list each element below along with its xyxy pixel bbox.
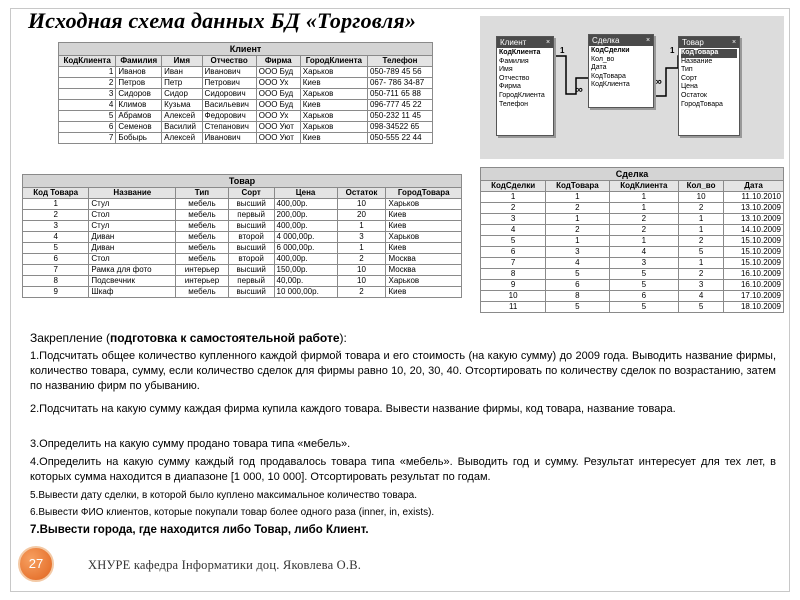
table-cell: 3	[609, 258, 679, 269]
table-cell: 5	[679, 302, 724, 313]
table-cell: 6	[546, 280, 609, 291]
table-cell: Киев	[386, 287, 462, 298]
table-row	[23, 199, 462, 210]
table-cell: 4	[679, 291, 724, 302]
table-cell: 1	[546, 192, 609, 203]
table-cell: 7	[481, 258, 546, 269]
sdelka-header-row	[481, 181, 784, 192]
rel-one-label-2: 1	[670, 46, 675, 55]
column-header: Код Товара	[23, 188, 89, 199]
table-cell: Москва	[386, 254, 462, 265]
table-cell: 050-789 45 56	[367, 67, 432, 78]
table-cell: Петров	[116, 78, 162, 89]
column-header: Отчество	[202, 56, 256, 67]
table-cell: 20	[337, 210, 386, 221]
table-cell: 6 000,00р.	[274, 243, 337, 254]
table-cell: ООО Уют	[256, 122, 300, 133]
table-row	[481, 247, 784, 258]
table-cell: Харьков	[386, 276, 462, 287]
table-cell: 4	[481, 225, 546, 236]
table-cell: Киев	[386, 210, 462, 221]
table-cell: 6	[481, 247, 546, 258]
table-cell: интерьер	[176, 265, 229, 276]
table-cell: Иван	[162, 67, 202, 78]
table-cell: Петрович	[202, 78, 256, 89]
table-cell: 10	[679, 192, 724, 203]
table-cell: Москва	[386, 265, 462, 276]
table-cell: мебель	[176, 243, 229, 254]
table-cell: Василий	[162, 122, 202, 133]
table-cell: 3	[59, 89, 116, 100]
tovar-header-row	[23, 188, 462, 199]
table-cell: 5	[546, 302, 609, 313]
table-cell: 067- 786 34-87	[367, 78, 432, 89]
client-table	[58, 42, 433, 144]
table-cell: 1	[679, 258, 724, 269]
close-icon[interactable]: ×	[645, 37, 651, 44]
client-table-body	[59, 67, 433, 144]
table-cell: 150,00р.	[274, 265, 337, 276]
entity-sdelka-fields	[589, 46, 653, 91]
table-row	[59, 111, 433, 122]
tasks-intro	[30, 331, 776, 346]
entity-field: КодКлиента	[591, 81, 630, 89]
table-row	[23, 265, 462, 276]
table-cell: ООО Буд	[256, 89, 300, 100]
table-row	[23, 210, 462, 221]
table-cell: 10	[337, 199, 386, 210]
table-cell: высший	[228, 287, 274, 298]
table-cell: 8	[23, 276, 89, 287]
table-cell: Харьков	[300, 122, 367, 133]
table-cell: 2	[679, 269, 724, 280]
entity-field: Отчество	[499, 74, 530, 82]
sdelka-table	[480, 167, 784, 313]
table-cell: Степанович	[202, 122, 256, 133]
table-cell: высший	[228, 199, 274, 210]
close-icon[interactable]: ×	[731, 39, 737, 46]
entity-sdelka-title: Сделка	[592, 36, 620, 45]
table-cell: Семенов	[116, 122, 162, 133]
table-cell: 4	[23, 232, 89, 243]
table-cell: Киев	[300, 100, 367, 111]
entity-field: Название	[681, 57, 713, 65]
column-header: Фирма	[256, 56, 300, 67]
footer-text: ХНУРЕ кафедра Інформатики доц. Яковлева О.В.	[88, 558, 362, 572]
intro-bold: подготовка к самостоятельной работе	[110, 331, 340, 345]
rel-one-label: 1	[560, 46, 565, 55]
table-cell: 3	[481, 214, 546, 225]
client-header-row	[59, 56, 433, 67]
table-cell: 5	[481, 236, 546, 247]
table-cell: второй	[228, 232, 274, 243]
tovar-table-caption: Товар	[22, 174, 462, 187]
table-cell: Иванов	[116, 67, 162, 78]
table-cell: 16.10.2009	[724, 280, 784, 291]
table-row	[59, 67, 433, 78]
table-cell: 3	[679, 280, 724, 291]
table-cell: 10 000,00р.	[274, 287, 337, 298]
entity-field: ГородТовара	[681, 100, 723, 108]
table-cell: 1	[23, 199, 89, 210]
table-cell: 4 000,00р.	[274, 232, 337, 243]
entity-field-key: КодТовара	[681, 49, 737, 58]
entity-field: Сорт	[681, 74, 697, 82]
table-row	[23, 254, 462, 265]
table-cell: Стул	[89, 199, 176, 210]
table-cell: 2	[609, 214, 679, 225]
table-cell: 15.10.2009	[724, 258, 784, 269]
table-cell: 5	[609, 269, 679, 280]
client-table-caption: Клиент	[58, 42, 433, 55]
table-cell: Федорович	[202, 111, 256, 122]
table-cell: Абрамов	[116, 111, 162, 122]
table-cell: Харьков	[386, 199, 462, 210]
table-cell: Сидорович	[202, 89, 256, 100]
sdelka-table-body	[481, 192, 784, 313]
table-cell: 4	[546, 258, 609, 269]
table-cell: 2	[337, 287, 386, 298]
table-cell: 1	[59, 67, 116, 78]
table-row	[481, 302, 784, 313]
column-header: Телефон	[367, 56, 432, 67]
table-cell: 1	[546, 236, 609, 247]
table-cell: Кузьма	[162, 100, 202, 111]
table-cell: 10	[337, 265, 386, 276]
entity-field: Остаток	[681, 91, 707, 99]
table-cell: 400,00р.	[274, 254, 337, 265]
table-cell: Стол	[89, 254, 176, 265]
table-cell: Сидоров	[116, 89, 162, 100]
table-cell: 1	[481, 192, 546, 203]
table-cell: 9	[481, 280, 546, 291]
table-row	[481, 214, 784, 225]
table-cell: Подсвечник	[89, 276, 176, 287]
table-cell: Харьков	[386, 232, 462, 243]
table-cell: второй	[228, 254, 274, 265]
entity-tovar-title: Товар	[682, 38, 704, 47]
tovar-table	[22, 174, 462, 298]
table-cell: 5	[59, 111, 116, 122]
column-header: КодТовара	[546, 181, 609, 192]
table-cell: Алексей	[162, 111, 202, 122]
entity-client-title: Клиент	[500, 38, 527, 47]
table-cell: 16.10.2009	[724, 269, 784, 280]
table-cell: Стол	[89, 210, 176, 221]
table-row	[23, 232, 462, 243]
rel-many-label: ∞	[575, 84, 583, 96]
table-cell: 15.10.2009	[724, 247, 784, 258]
task-5: 5.Вывести дату сделки, в которой было куплено максимальное количество товара.	[30, 490, 418, 501]
table-cell: 096-777 45 22	[367, 100, 432, 111]
table-cell: 17.10.2009	[724, 291, 784, 302]
table-cell: 2	[679, 236, 724, 247]
table-cell: 1	[609, 236, 679, 247]
table-cell: 10	[481, 291, 546, 302]
table-cell: 5	[546, 269, 609, 280]
table-cell: 1	[337, 221, 386, 232]
table-cell: ООО Ух	[256, 111, 300, 122]
table-cell: 8	[546, 291, 609, 302]
table-row	[59, 133, 433, 144]
table-row	[481, 203, 784, 214]
table-cell: 400,00р.	[274, 221, 337, 232]
table-cell: мебель	[176, 232, 229, 243]
table-cell: 4	[609, 247, 679, 258]
table-cell: 050-555 22 44	[367, 133, 432, 144]
table-cell: первый	[228, 276, 274, 287]
table-cell: Рамка для фото	[89, 265, 176, 276]
table-cell: 18.10.2009	[724, 302, 784, 313]
column-header: Название	[89, 188, 176, 199]
table-cell: Киев	[300, 133, 367, 144]
table-cell: Диван	[89, 232, 176, 243]
table-cell: мебель	[176, 199, 229, 210]
table-cell: 6	[23, 254, 89, 265]
table-cell: 1	[609, 192, 679, 203]
table-cell: 10	[337, 276, 386, 287]
table-cell: мебель	[176, 210, 229, 221]
table-cell: 2	[59, 78, 116, 89]
entity-sdelka[interactable]	[588, 34, 654, 108]
rel-many-label-2: ∞	[654, 76, 662, 88]
intro-prefix: Закрепление (	[30, 331, 111, 345]
table-cell: Диван	[89, 243, 176, 254]
entity-tovar-fields	[679, 48, 739, 110]
table-cell: ООО Ух	[256, 78, 300, 89]
task-2: 2.Подсчитать на какую сумму каждая фирма купила каждого товара. Вывести название фирмы, код товара, название товара.	[30, 403, 676, 415]
task-7: 7.Вывести города, где находится либо Товар, либо Клиент.	[30, 524, 369, 536]
table-cell: мебель	[176, 254, 229, 265]
entity-field: Имя	[499, 66, 513, 74]
table-cell: 1	[546, 214, 609, 225]
task-6: 6.Вывести ФИО клиентов, которые покупали товар более одного раза (inner, in, exists).	[30, 507, 435, 518]
table-cell: 5	[609, 302, 679, 313]
table-cell: Сидор	[162, 89, 202, 100]
table-cell: 3	[23, 221, 89, 232]
entity-field-key: КодКлиента	[499, 49, 541, 56]
table-cell: Киев	[386, 221, 462, 232]
entity-tovar[interactable]	[678, 36, 740, 136]
table-row	[59, 78, 433, 89]
table-cell: Стул	[89, 221, 176, 232]
tovar-table-body	[23, 199, 462, 298]
table-row	[59, 122, 433, 133]
table-row	[481, 236, 784, 247]
table-row	[481, 192, 784, 203]
table-cell: 2	[546, 203, 609, 214]
table-row	[23, 221, 462, 232]
column-header: КодКлиента	[59, 56, 116, 67]
table-row	[481, 280, 784, 291]
table-cell: Алексей	[162, 133, 202, 144]
table-row	[481, 258, 784, 269]
table-cell: 2	[546, 225, 609, 236]
table-cell: 1	[679, 214, 724, 225]
table-cell: Климов	[116, 100, 162, 111]
task-3: 3.Определить на какую сумму продано товара типа «мебель».	[30, 438, 351, 450]
task-4: 4.Определить на какую сумму каждый год продавалось товара типа «мебель». Выводить год и сумму. Результат интересует для тех лет, в которых сумма находится в диапазоне [1 000, 10 000]. Отсортировать результат по годам.	[30, 456, 776, 483]
table-cell: Киев	[386, 243, 462, 254]
sdelka-table-caption: Сделка	[480, 167, 784, 180]
table-cell: Киев	[300, 78, 367, 89]
column-header: Сорт	[228, 188, 274, 199]
table-row	[481, 225, 784, 236]
table-row	[481, 269, 784, 280]
table-cell: 2	[481, 203, 546, 214]
table-cell: 6	[609, 291, 679, 302]
table-cell: 5	[609, 280, 679, 291]
table-row	[23, 287, 462, 298]
table-row	[23, 276, 462, 287]
schema-diagram	[480, 16, 784, 159]
table-row	[59, 89, 433, 100]
table-cell: 1	[609, 203, 679, 214]
table-cell: ООО Буд	[256, 67, 300, 78]
table-cell: 2	[609, 225, 679, 236]
table-cell: первый	[228, 210, 274, 221]
table-cell: ООО Уют	[256, 133, 300, 144]
table-cell: ООО Буд	[256, 100, 300, 111]
table-cell: Иванович	[202, 133, 256, 144]
entity-field: Телефон	[499, 100, 529, 108]
entity-client[interactable]	[496, 36, 554, 136]
page-title: Исходная схема данных БД «Торговля»	[28, 8, 417, 33]
entity-field: Кол_во	[591, 55, 615, 63]
table-cell: 2	[679, 203, 724, 214]
table-cell: 3	[546, 247, 609, 258]
column-header: Остаток	[337, 188, 386, 199]
table-cell: 11.10.2010	[724, 192, 784, 203]
column-header: Фамилия	[116, 56, 162, 67]
table-cell: 7	[59, 133, 116, 144]
table-cell: 050-711 65 88	[367, 89, 432, 100]
column-header: КодКлиента	[609, 181, 679, 192]
table-cell: мебель	[176, 221, 229, 232]
task-1: 1.Подсчитать общее количество купленного каждой фирмой товара и его стоимость (на какую сумму) до 2009 года. Выводить название фирмы, количество товара, сумму, если количество сделок для фирмы равно 10, 20, 30, 40. Отсортировать по количеству сделок по возрастанию, затем по названию фирм по убыванию.	[30, 350, 776, 392]
table-cell: Харьков	[300, 67, 367, 78]
table-cell: 2	[23, 210, 89, 221]
table-cell: 4	[59, 100, 116, 111]
column-header: Кол_во	[679, 181, 724, 192]
column-header: Имя	[162, 56, 202, 67]
entity-field-key: КодСделки	[591, 47, 630, 54]
table-cell: 2	[337, 254, 386, 265]
table-cell: 200,00р.	[274, 210, 337, 221]
column-header: Цена	[274, 188, 337, 199]
table-cell: Васильевич	[202, 100, 256, 111]
page-number-badge: 27	[18, 546, 54, 582]
table-cell: 7	[23, 265, 89, 276]
table-row	[481, 291, 784, 302]
table-cell: 5	[23, 243, 89, 254]
table-row	[23, 243, 462, 254]
table-cell: 9	[23, 287, 89, 298]
entity-field: Дата	[591, 64, 607, 72]
entity-field: ГородКлиента	[499, 91, 545, 99]
column-header: КодСделки	[481, 181, 546, 192]
table-cell: 098-34522 65	[367, 122, 432, 133]
entity-field: Тип	[681, 66, 693, 74]
column-header: ГородТовара	[386, 188, 462, 199]
table-cell: 3	[337, 232, 386, 243]
entity-field: Фамилия	[499, 57, 529, 65]
intro-suffix: ):	[339, 331, 347, 345]
table-cell: мебель	[176, 287, 229, 298]
column-header: Тип	[176, 188, 229, 199]
table-cell: Бобырь	[116, 133, 162, 144]
table-cell: Харьков	[300, 111, 367, 122]
entity-field: КодТовара	[591, 72, 626, 80]
table-cell: высший	[228, 221, 274, 232]
table-row	[59, 100, 433, 111]
table-cell: 13.10.2009	[724, 214, 784, 225]
table-cell: 6	[59, 122, 116, 133]
table-cell: 1	[679, 225, 724, 236]
column-header: Дата	[724, 181, 784, 192]
table-cell: 40,00р.	[274, 276, 337, 287]
table-cell: Харьков	[300, 89, 367, 100]
entity-field: Фирма	[499, 83, 521, 91]
table-cell: 11	[481, 302, 546, 313]
table-cell: Петр	[162, 78, 202, 89]
table-cell: 050-232 11 45	[367, 111, 432, 122]
table-cell: 1	[337, 243, 386, 254]
entity-client-fields	[497, 48, 553, 110]
table-cell: 5	[679, 247, 724, 258]
table-cell: 8	[481, 269, 546, 280]
table-cell: 14.10.2009	[724, 225, 784, 236]
table-cell: 15.10.2009	[724, 236, 784, 247]
table-cell: 13.10.2009	[724, 203, 784, 214]
table-cell: высший	[228, 243, 274, 254]
close-icon[interactable]: ×	[545, 39, 551, 46]
table-cell: 400,00р.	[274, 199, 337, 210]
entity-field: Цена	[681, 83, 698, 91]
table-cell: Иванович	[202, 67, 256, 78]
table-cell: высший	[228, 265, 274, 276]
table-cell: Шкаф	[89, 287, 176, 298]
table-cell: интерьер	[176, 276, 229, 287]
column-header: ГородКлиента	[300, 56, 367, 67]
